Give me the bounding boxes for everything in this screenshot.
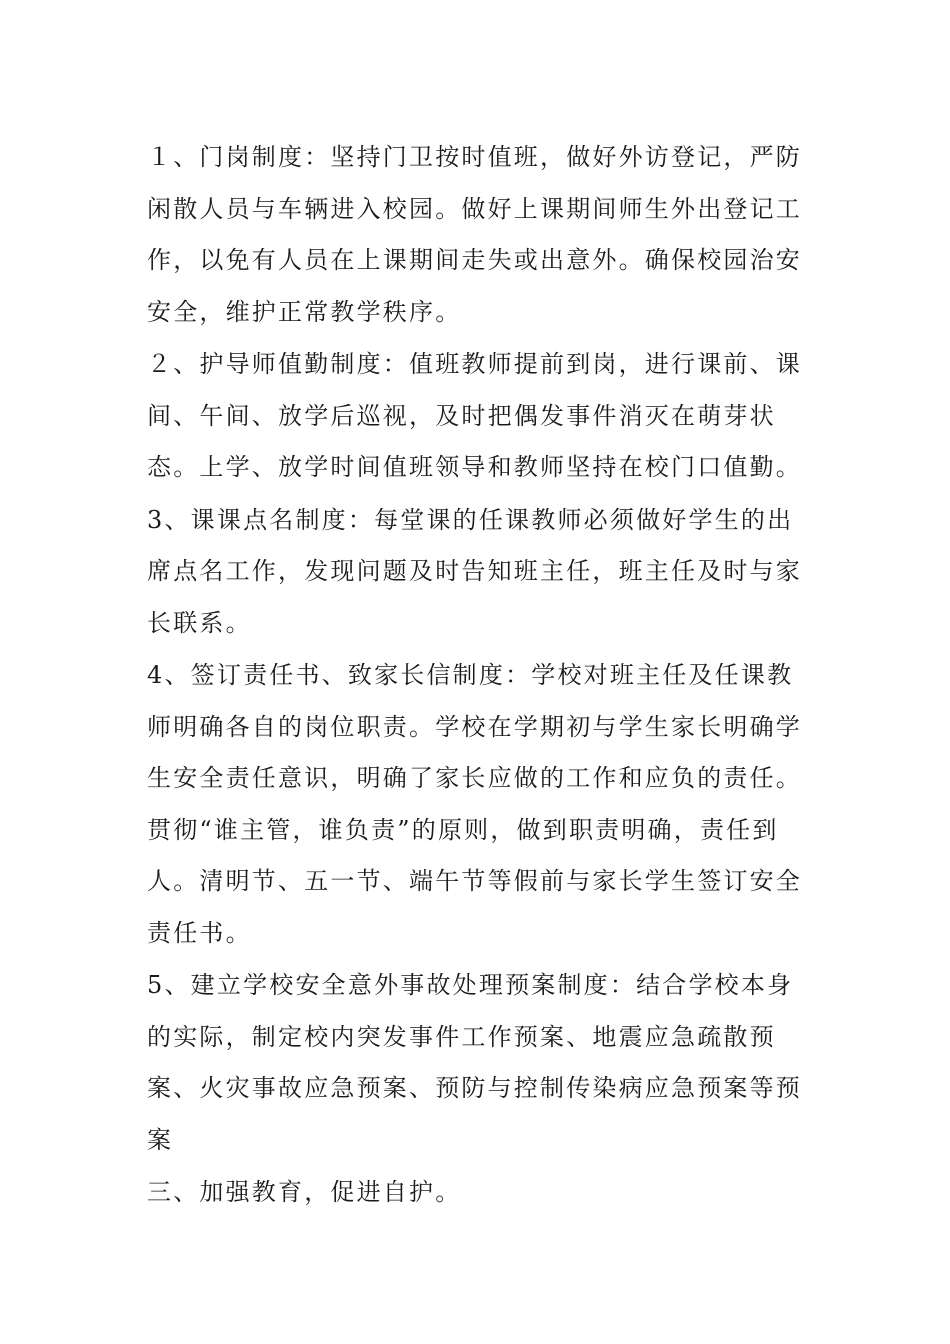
document-body xyxy=(147,132,807,1219)
paragraph-roll-call: 3、课课点名制度：每堂课的任课教师必须做好学生的出席点名工作，发现问题及时告知班主任，班主任及时与家长联系。 xyxy=(147,505,802,637)
paragraph-emergency-plan: 5、建立学校安全意外事故处理预案制度：结合学校本身的实际，制定校内突发事件工作预案、地震应急疏散预案、火灾事故应急预案、预防与控制传染病应急预案等预案 xyxy=(147,971,802,1154)
paragraph-gate-duty: １、门岗制度：坚持门卫按时值班，做好外访登记，严防闲散人员与车辆进入校园。做好上课期间师生外出登记工作，以免有人员在上课期间走失或出意外。确保校园治安安全，维护正常教学秩序。 xyxy=(147,143,802,326)
section-heading-education: 三、加强教育，促进自护。 xyxy=(147,1178,462,1206)
paragraph-responsibility: 4、签订责任书、致家长信制度：学校对班主任及任课教师明确各自的岗位职责。学校在学期初与学生家长明确学生安全责任意识，明确了家长应做的工作和应负的责任。贯彻“谁主管，谁负责”的原则，做到职责明确，责任到人。清明节、五一节、端午节等假前与家长学生签订安全责任书。 xyxy=(147,661,802,947)
paragraph-teacher-duty: ２、护导师值勤制度：值班教师提前到岗，进行课前、课间、午间、放学后巡视，及时把偶发事件消灭在萌芽状态。上学、放学时间值班领导和教师坚持在校门口值勤。 xyxy=(147,350,802,481)
